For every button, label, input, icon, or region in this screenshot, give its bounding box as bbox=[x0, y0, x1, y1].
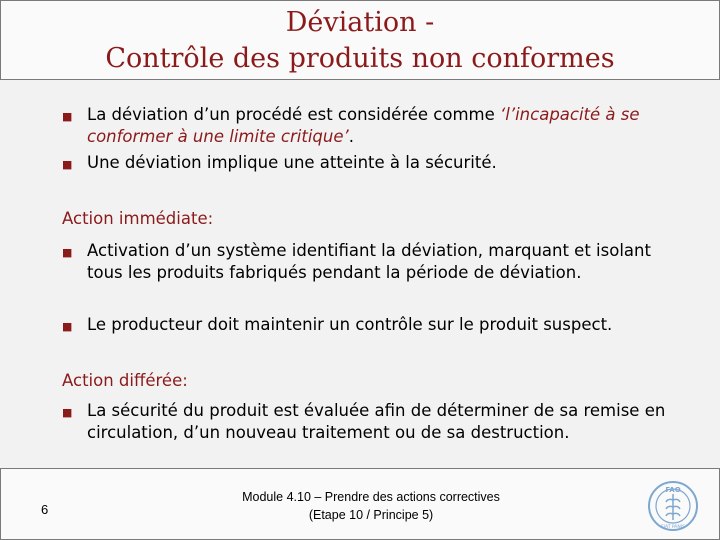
fao-logo-icon bbox=[647, 480, 699, 532]
intro-bullet-1 bbox=[87, 104, 687, 148]
footer-line-2: (Etape 10 / Principe 5) bbox=[308, 508, 434, 522]
page-title-line-1: Déviation - bbox=[285, 7, 435, 38]
fao-logo-motto: FIAT PANIS bbox=[661, 525, 685, 530]
page-title-line-2: Contrôle des produits non conformes bbox=[105, 43, 615, 74]
square-bullet-icon: ■ bbox=[62, 320, 73, 333]
footer bbox=[0, 468, 720, 540]
deferred-action-heading: Action différée: bbox=[62, 371, 188, 390]
immediate-bullet-2: Le producteur doit maintenir un contrôle sur le produit suspect. bbox=[87, 315, 613, 334]
square-bullet-icon: ■ bbox=[62, 110, 73, 123]
fao-logo-text: FAO bbox=[665, 486, 681, 494]
immediate-action-heading: Action immédiate: bbox=[62, 209, 214, 228]
footer-line-1: Module 4.10 – Prendre des actions correctives bbox=[242, 490, 500, 504]
square-bullet-icon: ■ bbox=[62, 406, 73, 419]
intro-bullet-2: Une déviation implique une atteinte à la sécurité. bbox=[87, 153, 497, 172]
intro-bullet-1-end: . bbox=[348, 127, 354, 146]
deferred-bullet-1: La sécurité du produit est évaluée afin de déterminer de sa remise en circulation, d’un nouveau traitement ou de sa destruction. bbox=[87, 401, 666, 442]
footer-caption bbox=[221, 488, 521, 524]
page-number: 6 bbox=[41, 502, 49, 517]
intro-bullet-1-text: La déviation d’un procédé est considérée comme bbox=[87, 105, 501, 124]
square-bullet-icon: ■ bbox=[62, 158, 73, 171]
square-bullet-icon: ■ bbox=[62, 246, 73, 259]
title-box bbox=[0, 0, 720, 80]
immediate-bullet-1: Activation d’un système identifiant la déviation, marquant et isolant tous les produits fabriqués pendant la période de déviation. bbox=[87, 241, 651, 282]
intro-bullet-1-quote: ‘l’incapacité à se conformer à une limite critique’ bbox=[87, 105, 640, 146]
